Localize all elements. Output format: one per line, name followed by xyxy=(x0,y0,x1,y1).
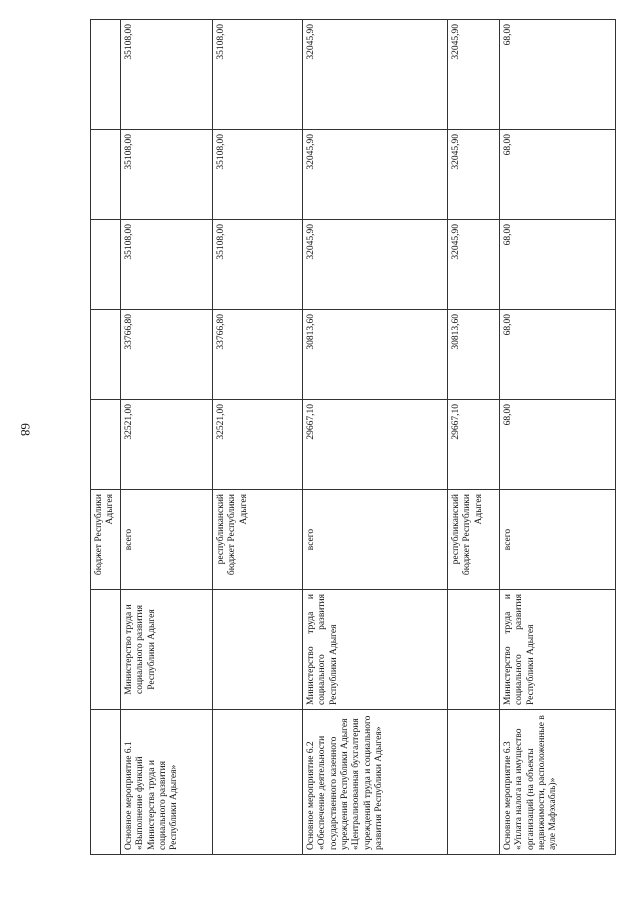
value-cell-year-3: 35108,00 xyxy=(120,220,212,310)
value-cell-year-4 xyxy=(91,130,121,220)
value-cell-year-5: 32045,90 xyxy=(302,20,447,130)
value-cell-year-3 xyxy=(91,220,121,310)
executor-cell xyxy=(212,590,302,710)
value-cell-year-3: 32045,90 xyxy=(302,220,447,310)
value-cell-year-3: 35108,00 xyxy=(212,220,302,310)
value-cell-year-5: 68,00 xyxy=(499,20,615,130)
executor-cell xyxy=(447,590,499,710)
executor-cell: Министерство труда и социального развития Республики Адыгея xyxy=(120,590,212,710)
value-cell-year-5: 32045,90 xyxy=(447,20,499,130)
value-cell-year-4: 35108,00 xyxy=(212,130,302,220)
value-cell-year-1: 29667,10 xyxy=(302,400,447,490)
value-cell-year-5: 35108,00 xyxy=(212,20,302,130)
value-cell-year-1: 32521,00 xyxy=(212,400,302,490)
activity-name-cell xyxy=(447,710,499,855)
funding-source-cell: республиканский бюджет Республики Адыгея xyxy=(447,490,499,590)
activity-name-cell xyxy=(212,710,302,855)
funding-source-cell: всего xyxy=(499,490,615,590)
executor-cell xyxy=(91,590,121,710)
value-cell-year-2: 33766,80 xyxy=(212,310,302,400)
value-cell-year-2 xyxy=(91,310,121,400)
table-row xyxy=(120,20,212,855)
value-cell-year-1 xyxy=(91,400,121,490)
value-cell-year-2: 33766,80 xyxy=(120,310,212,400)
value-cell-year-2: 68,00 xyxy=(499,310,615,400)
value-cell-year-4: 32045,90 xyxy=(302,130,447,220)
executor-cell: Министерство труда и социального развития Республики Адыгея xyxy=(302,590,447,710)
value-cell-year-2: 30813,60 xyxy=(447,310,499,400)
rotated-table-container xyxy=(90,20,610,855)
funding-source-cell: всего xyxy=(120,490,212,590)
page-number: 68 xyxy=(18,423,33,436)
table-row xyxy=(447,20,499,855)
table-row xyxy=(499,20,615,855)
value-cell-year-4: 35108,00 xyxy=(120,130,212,220)
value-cell-year-3: 32045,90 xyxy=(447,220,499,310)
value-cell-year-5: 35108,00 xyxy=(120,20,212,130)
value-cell-year-1: 68,00 xyxy=(499,400,615,490)
activity-name-cell: Основное мероприятие 6.2 «Обеспечение деятельности государственного казенного учреждения Республики Адыгея «Централизованная бухгалтерия учреждений труда и социального развития Республики Адыгея» xyxy=(302,710,447,855)
value-cell-year-3: 68,00 xyxy=(499,220,615,310)
activity-name-cell xyxy=(91,710,121,855)
table-row xyxy=(91,20,121,855)
funding-source-cell: республиканский бюджет Республики Адыгея xyxy=(212,490,302,590)
funding-source-cell: бюджет Республики Адыгея xyxy=(91,490,121,590)
value-cell-year-4: 32045,90 xyxy=(447,130,499,220)
value-cell-year-4: 68,00 xyxy=(499,130,615,220)
table-body xyxy=(91,20,616,855)
table-row xyxy=(302,20,447,855)
budget-table xyxy=(90,19,616,855)
table-row xyxy=(212,20,302,855)
funding-source-cell: всего xyxy=(302,490,447,590)
value-cell-year-1: 32521,00 xyxy=(120,400,212,490)
activity-name-cell: Основное мероприятие 6.1 «Выполнение функций Министерства труда и социального развития Республики Адыгея» xyxy=(120,710,212,855)
value-cell-year-2: 30813,60 xyxy=(302,310,447,400)
activity-name-cell: Основное мероприятие 6.3 «Уплата налога на имущество организаций (на объекты недвижимости, расположенные в ауле Мафэхабль)» xyxy=(499,710,615,855)
value-cell-year-5 xyxy=(91,20,121,130)
executor-cell: Министерство труда и социального развития Республики Адыгея xyxy=(499,590,615,710)
value-cell-year-1: 29667,10 xyxy=(447,400,499,490)
